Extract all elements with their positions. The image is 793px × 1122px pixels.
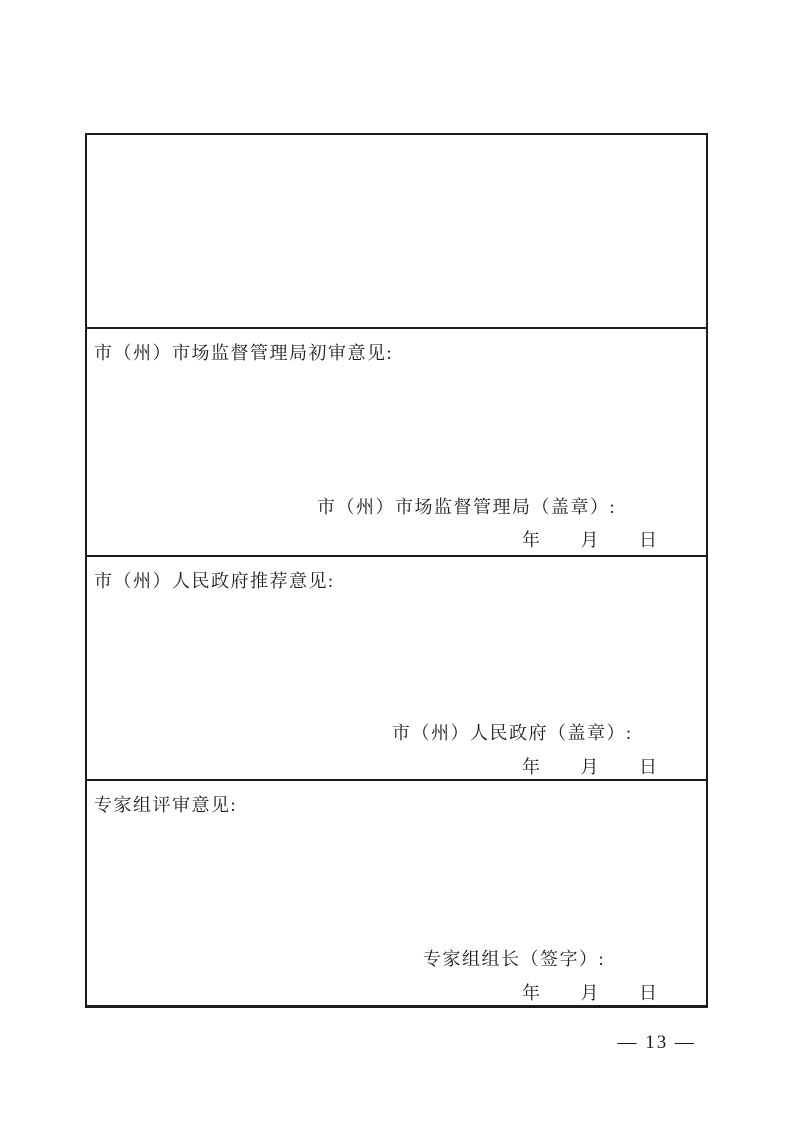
date-line-year-month-day: 年 月 日 xyxy=(522,530,659,550)
stamp-line-peoples-government: 市（州）人民政府（盖章）: xyxy=(392,723,633,743)
page-number: — 13 — xyxy=(617,1032,696,1053)
section-market-supervision-initial-review xyxy=(87,327,706,555)
section-label-market-supervision-initial-review: 市（州）市场监督管理局初审意见: xyxy=(94,343,393,363)
section-peoples-government-recommendation xyxy=(87,555,706,779)
signature-line-expert-group-leader: 专家组组长（签字）: xyxy=(423,949,606,969)
section-label-peoples-government-recommendation: 市（州）人民政府推荐意见: xyxy=(94,571,335,591)
review-opinion-form-table xyxy=(85,133,708,1008)
section-expert-group-review xyxy=(87,779,706,1005)
empty-top-cell xyxy=(87,135,706,327)
date-line-year-month-day: 年 月 日 xyxy=(522,983,659,1003)
section-label-expert-group-review: 专家组评审意见: xyxy=(94,795,238,815)
stamp-line-market-supervision-bureau: 市（州）市场监督管理局（盖章）: xyxy=(317,497,616,517)
date-line-year-month-day: 年 月 日 xyxy=(522,757,659,777)
